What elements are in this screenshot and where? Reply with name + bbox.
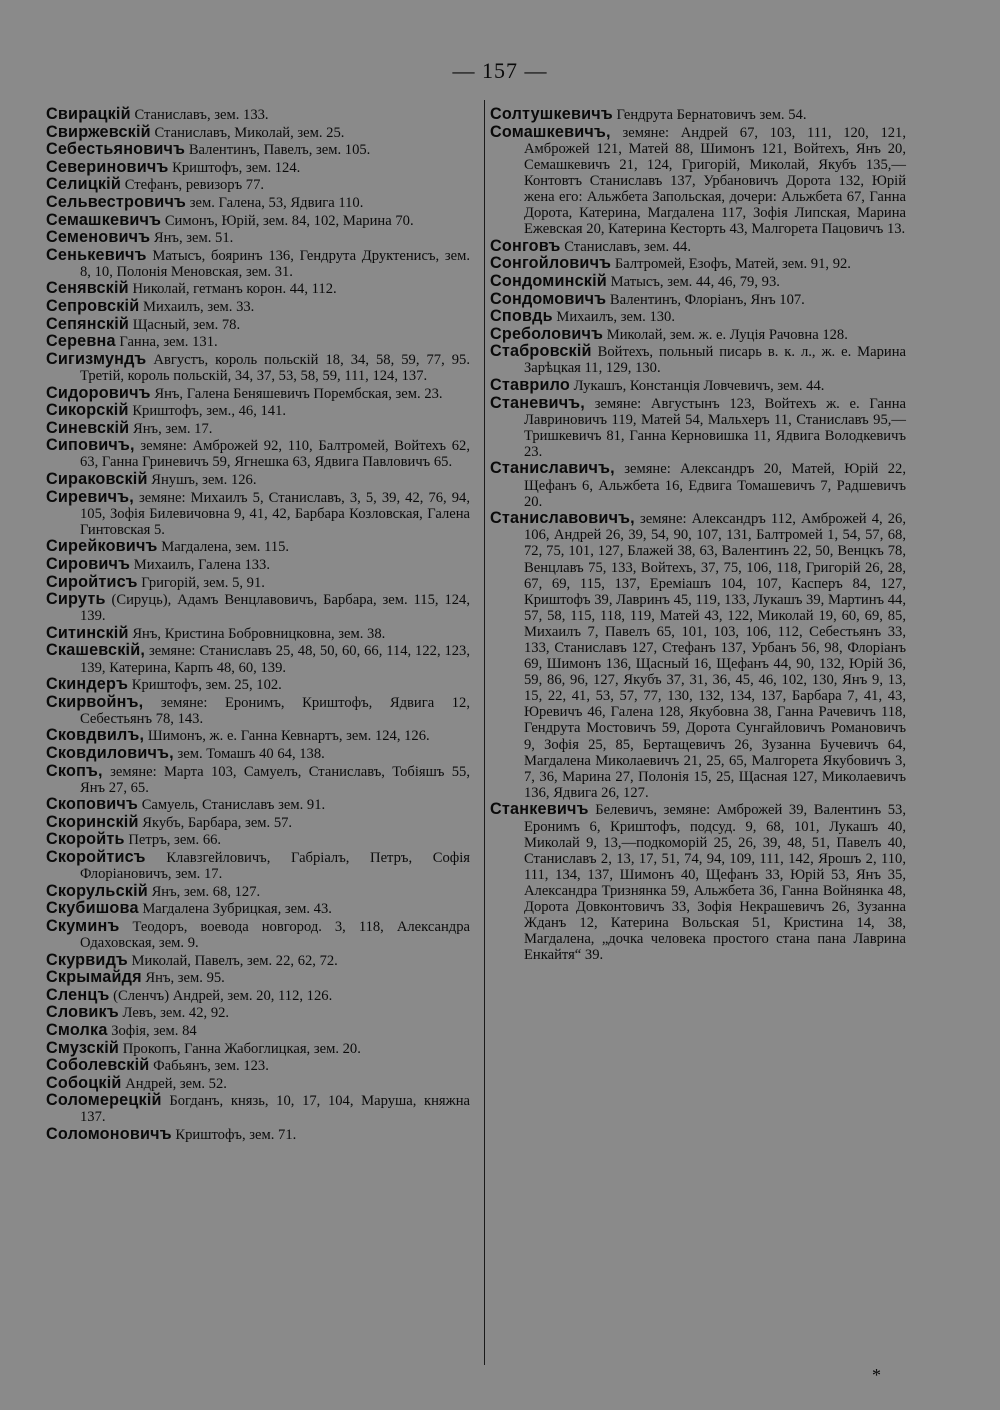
entry-headword: Серевна — [46, 332, 116, 351]
entry-headword: Сонгойловичъ — [490, 254, 612, 273]
index-entry — [46, 124, 470, 141]
entry-text: Миколай, зем. ж. е. Луція Рачовна 128. — [606, 326, 848, 343]
index-entry — [490, 395, 906, 460]
index-entry — [46, 1022, 470, 1039]
entry-text: Балтромей, Езофъ, Матей, зем. 91, 92. — [614, 256, 851, 273]
entry-headword: Соломоновичъ — [46, 1125, 172, 1144]
index-entry — [46, 1057, 470, 1074]
entry-headword: Сидоровичъ — [46, 383, 151, 402]
entry-headword: Словикъ — [46, 1003, 119, 1022]
entry-headword: Скубишова — [46, 899, 139, 918]
column-divider — [484, 100, 485, 1365]
index-entry — [46, 796, 470, 813]
entry-headword: Сираковскій — [46, 469, 148, 488]
entry-text: земяне: Амброжей 92, 110, Балтромей, Войтехъ 62, 63, Ганна Гриневичъ 59, Ягнешка 63, Ядвига Павловичъ 65. — [80, 438, 470, 471]
entry-text: Якубъ, Барбара, зем. 57. — [142, 814, 293, 831]
index-entry — [46, 625, 470, 642]
entry-headword: Сиревичъ, — [46, 487, 134, 506]
entry-text: земяне: Марта 103, Самуелъ, Станиславъ, Тобіяшъ 55, Янъ 27, 65. — [80, 763, 470, 796]
index-entry — [46, 420, 470, 437]
entry-headword: Сировичъ — [46, 554, 131, 573]
entry-headword: Скорульскій — [46, 881, 148, 900]
index-entry — [490, 106, 906, 123]
entry-headword: Сленцъ — [46, 985, 110, 1004]
index-entry — [46, 280, 470, 297]
entry-headword: Смузскій — [46, 1038, 120, 1057]
entry-headword: Сондомовичъ — [490, 289, 607, 308]
index-entry — [490, 124, 906, 238]
entry-text: Войтехъ, польный писарь в. к. л., ж. е. Марина Зарѣцкая 11, 129, 130. — [524, 344, 907, 377]
entry-text: Криштофъ, зем. 71. — [175, 1127, 297, 1144]
entry-headword: Сомашкевичъ, — [490, 122, 611, 141]
entry-text: Магдалена, зем. 115. — [161, 539, 290, 556]
entry-text: Валентинъ, Флоріанъ, Янъ 107. — [609, 291, 805, 308]
index-entry — [46, 402, 470, 419]
entry-headword: Скурвидъ — [46, 950, 128, 969]
entry-headword: Сельвестровичъ — [46, 192, 187, 211]
index-entry — [490, 510, 906, 801]
index-entry — [46, 642, 470, 675]
entry-text: Белевичъ, земяне: Амброжей 39, Валентинъ 53, Еронимъ 6, Криштофъ, подсуд. 9, 68, 101, Лукашъ 40, Миколай 9, 13,—подкоморій 25, 26, 39, 48, 51, Павелъ 40, Станиславъ 2, 13, 17, 51, 74, 94, 109, 111, 142, Ярошъ 2, 110, 111, 134, 137, Шимонъ 40, Щефанъ 33, Юрій 53, Янъ 35, Александра Тризнянка 59, Альжбета 36, Ганна Войнянка 48, Дорота Довконтовичъ 33, Зофія Некрашевичъ 26, Зузанна Жданъ 12, Катерина Вольская 51, Кристина 14, 38, Магдалена, „дочка человека простого стана пана Лаврина Енкайтя“ 39. — [524, 802, 906, 964]
index-entry — [46, 385, 470, 402]
entry-text: Ганна, зем. 131. — [119, 334, 218, 351]
entry-headword: Сиповичъ, — [46, 436, 135, 455]
entry-headword: Семашкевичъ — [46, 210, 162, 229]
entry-text: земяне: Андрей 67, 103, 111, 120, 121, Амброжей 121, Матей 88, Шимонъ 121, Войтехъ, Янъ 20, Семашкевичъ 21, 124, Григорій, Миколай, Якубъ 135,—Контовтъ Станиславъ 137, Урбановичъ Дорота 132, Юрій жена его: Альжбета Запольская, дочери: Альжбета 67, Ганна Дорота, Катерина, Магдалена 117, Зофія Липская, Марина Ежевская 20, Катерина Кесторть 43, Малгорета Пацовичъ 13. — [524, 124, 906, 238]
entry-text: Янъ, зем. 95. — [145, 970, 225, 987]
entry-headword: Свирацкій — [46, 105, 131, 123]
entry-headword: Сондоминскій — [490, 271, 607, 290]
index-entry — [490, 801, 906, 963]
right-column — [490, 106, 906, 963]
entry-headword: Сирейковичъ — [46, 537, 158, 556]
index-entry — [46, 1126, 470, 1143]
index-entry — [46, 987, 470, 1004]
index-entry — [46, 849, 470, 882]
entry-headword: Ставрило — [490, 376, 570, 394]
index-entry — [46, 298, 470, 315]
entry-text: Гендрута Бернатовичъ зем. 54. — [616, 107, 807, 123]
entry-headword: Скоринскій — [46, 812, 139, 831]
index-entry — [490, 460, 906, 509]
entry-headword: Сенявскій — [46, 279, 129, 298]
entry-text: (Сируць), Адамъ Венцлавовичъ, Барбара, зем. 115, 124, 139. — [80, 592, 470, 625]
index-entry — [46, 763, 470, 796]
entry-headword: Ситинскій — [46, 623, 129, 642]
entry-text: земяне: Александръ 112, Амброжей 4, 26, 106, Андрей 26, 39, 54, 90, 107, 131, Балтромей 1, 54, 57, 68, 72, 75, 101, 127, Блажей 38, 63, Валентинъ 22, 50, Венцкъ 78, Венцлавъ 75, 133, Войтехъ, 37, 75, 106, 118, Григорій 26, 28, 67, 69, 115, 137, Ереміашъ 104, 107, Касперъ 84, 127, Криштофъ 39, Лавринъ 45, 119, 133, Лукашъ 39, Мартинъ 44, 57, 58, 115, 118, 119, Матей 43, 122, Миколай 19, 60, 69, 85, Михаилъ 7, Павелъ 65, 101, 103, 106, 112, Себестьянъ 33, 133, Станиславъ 127, Стефанъ 137, Урбанъ 56, 98, Флоріанъ 69, Шимонъ 136, Щасный 16, Щефанъ 44, 90, 132, Юрій 36, 59, 86, 96, 127, Якубъ 37, 31, 36, 45, 46, 102, 130, Янъ 9, 13, 15, 22, 41, 53, 57, 77, 130, 132, 134, 137, Барбара 7, 41, 43, Юревичъ 46, Галена 128, Якубовна 38, Ганна Рачевичъ 118, Гендрута Мостовичъ 59, Дорота Сунгайловичъ Романовичъ 9, Зофія 25, 85, Бертащевичъ 26, Зузанна Бучевичъ 64, Магдалена Миколаевичъ 21, 25, 65, Малгорета Якубовичъ 3, 7, 36, Марина 27, Полонія 15, 25, Щасная 127, Миколаевичъ 136, Ядвига 26, 127. — [524, 511, 906, 801]
entry-text: Михаилъ, Галена 133. — [133, 556, 270, 573]
index-entry — [46, 247, 470, 280]
entry-text: Самуель, Станиславъ зем. 91. — [141, 797, 326, 814]
index-entry — [46, 141, 470, 158]
index-entry — [46, 883, 470, 900]
entry-headword: Среболовичъ — [490, 324, 604, 343]
entry-headword: Семеновичъ — [46, 228, 151, 247]
entry-headword: Скоройтисъ — [46, 848, 146, 867]
entry-headword: Сковдиловичъ, — [46, 743, 174, 762]
index-entry — [46, 831, 470, 848]
index-entry — [46, 676, 470, 693]
entry-text: Янъ, зем. 17. — [132, 420, 213, 437]
entry-text: Михаилъ, зем. 130. — [556, 309, 676, 326]
entry-text: земяне: Еронимъ, Криштофъ, Ядвига 12, Себестьянъ 78, 143. — [80, 694, 470, 727]
index-entry — [46, 1075, 470, 1092]
entry-text: Криштофъ, зем. 25, 102. — [131, 677, 282, 694]
entry-text: зем. Галена, 53, Ядвига 110. — [189, 194, 364, 211]
index-entry — [490, 255, 906, 272]
entry-text: Матысъ, бояринъ 136, Гендрута Друктенисъ, зем. 8, 10, Полонія Меновская, зем. 31. — [80, 247, 470, 280]
entry-text: Фабьянъ, зем. 123. — [153, 1058, 269, 1075]
entry-text: Станиславъ, зем. 44. — [564, 238, 692, 255]
entry-headword: Скирвойнъ, — [46, 692, 144, 711]
entry-headword: Сируть — [46, 590, 106, 609]
index-entry — [490, 238, 906, 255]
entry-headword: Сигизмундъ — [46, 349, 147, 368]
entry-headword: Скопъ, — [46, 761, 103, 780]
index-entry — [490, 326, 906, 343]
entry-text: Прокопъ, Ганна Жабоглицкая, зем. 20. — [122, 1040, 361, 1057]
entry-text: Андрей, зем. 52. — [125, 1075, 227, 1092]
entry-text: Григорій, зем. 5, 91. — [141, 574, 265, 591]
entry-text: Янъ, зем. 68, 127. — [151, 883, 261, 900]
entry-headword: Сонговъ — [490, 236, 561, 255]
entry-text: Симонъ, Юрій, зем. 84, 102, Марина 70. — [164, 212, 414, 229]
entry-headword: Свиржевскій — [46, 122, 151, 141]
index-entry — [46, 694, 470, 727]
index-entry — [46, 591, 470, 624]
index-entry — [46, 918, 470, 951]
entry-text: Щасный, зем. 78. — [132, 316, 241, 333]
entry-headword: Стабровскій — [490, 342, 592, 361]
index-entry — [46, 1092, 470, 1125]
entry-text: Янъ, Галена Беняшевичъ Порембская, зем. 23. — [154, 385, 443, 402]
entry-headword: Станиславичъ, — [490, 459, 615, 478]
index-entry — [46, 814, 470, 831]
entry-headword: Сепянскій — [46, 314, 130, 333]
entry-headword: Сикорскій — [46, 401, 129, 420]
index-entry — [46, 229, 470, 246]
page-number: — 157 — — [452, 58, 548, 83]
entry-text: Станиславъ, зем. 133. — [134, 107, 269, 123]
entry-headword: Собоцкій — [46, 1073, 122, 1092]
index-entry — [46, 437, 470, 470]
entry-headword: Селицкій — [46, 175, 122, 194]
entry-headword: Скоройть — [46, 830, 125, 849]
entry-headword: Станкевичъ — [490, 800, 589, 819]
entry-headword: Сиройтисъ — [46, 572, 138, 591]
index-entry — [46, 969, 470, 986]
entry-text: Криштофъ, зем. 124. — [172, 159, 301, 176]
entry-text: зем. Томашъ 40 64, 138. — [177, 745, 325, 762]
entry-text: земяне: Августынъ 123, Войтехъ ж. е. Ганна Лавриновичъ 119, Матей 54, Мальхеръ 11, Станиславъ 95,—Тришкевичъ 81, Ганна Керновишка 11, Ядвига Володкевичъ 23. — [524, 395, 906, 460]
entry-headword: Себестьяновичъ — [46, 140, 186, 159]
left-column — [46, 106, 470, 1143]
entry-text: (Сленчъ) Андрей, зем. 20, 112, 126. — [113, 987, 333, 1004]
index-entry — [46, 194, 470, 211]
index-entry — [490, 273, 906, 290]
entry-headword: Соломерецкій — [46, 1091, 162, 1110]
entry-headword: Скуминъ — [46, 916, 120, 935]
index-entry — [490, 377, 906, 394]
entry-text: Янушъ, зем. 126. — [151, 471, 257, 488]
entry-headword: Скиндеръ — [46, 675, 129, 694]
entry-text: земяне: Михаилъ 5, Станиславъ, 3, 5, 39, 42, 76, 94, 105, Зофія Билевичовна 9, 41, 42, Барбара Козловская, Галена Гинтовская 5. — [80, 489, 470, 538]
entry-text: Стефанъ, ревизоръ 77. — [124, 177, 265, 194]
index-entry — [46, 212, 470, 229]
index-entry — [46, 489, 470, 538]
footnote-asterisk: * — [872, 1365, 881, 1385]
entry-text: Левъ, зем. 42, 92. — [122, 1005, 230, 1022]
index-entry — [46, 727, 470, 744]
index-entry — [46, 952, 470, 969]
entry-headword: Сепровскій — [46, 297, 140, 316]
entry-headword: Сповдь — [490, 307, 553, 326]
entry-text: Миколай, Павелъ, зем. 22, 62, 72. — [131, 952, 338, 969]
index-entry — [46, 106, 470, 123]
entry-text: Валентинъ, Павелъ, зем. 105. — [188, 142, 371, 159]
entry-text: Станиславъ, Миколай, зем. 25. — [154, 124, 345, 141]
index-entry — [490, 343, 906, 376]
entry-headword: Севериновичъ — [46, 157, 169, 176]
index-entry — [46, 574, 470, 591]
entry-headword: Соболевскій — [46, 1056, 150, 1075]
entry-headword: Скашевскій, — [46, 641, 146, 660]
index-entry — [46, 745, 470, 762]
entry-text: земяне: Станиславъ 25, 48, 50, 60, 66, 114, 122, 123, 139, Катерина, Карпъ 48, 60, 139. — [80, 643, 470, 676]
entry-text: Шимонъ, ж. е. Ганна Кевнартъ, зем. 124, 126. — [147, 728, 430, 745]
index-entry — [46, 176, 470, 193]
entry-text: Теодоръ, воевода новгород. 3, 118, Александра Одаховская, зем. 9. — [80, 918, 470, 951]
entry-text: Богданъ, князь, 10, 17, 104, Маруша, княжна 137. — [80, 1093, 470, 1126]
index-entry — [46, 556, 470, 573]
entry-text: Янъ, Кристина Бобровницковна, зем. 38. — [132, 625, 386, 642]
entry-headword: Станевичъ, — [490, 393, 585, 412]
index-entry — [46, 1004, 470, 1021]
index-entry — [490, 308, 906, 325]
entry-headword: Скоповичъ — [46, 795, 139, 814]
entry-text: Николай, гетманъ корон. 44, 112. — [132, 281, 337, 298]
entry-headword: Скрымайдя — [46, 968, 142, 987]
entry-headword: Станиславовичъ, — [490, 509, 635, 528]
entry-headword: Сковдвилъ, — [46, 726, 145, 745]
index-entry — [46, 351, 470, 384]
entry-text: Петръ, зем. 66. — [128, 832, 222, 849]
entry-headword: Синевскій — [46, 418, 130, 437]
entry-headword: Солтушкевичъ — [490, 105, 613, 123]
index-entry — [46, 159, 470, 176]
entry-text: Клавзгейловичъ, Габріалъ, Петръ, Софія Флоріановичъ, зем. 17. — [80, 850, 470, 883]
index-entry — [46, 1040, 470, 1057]
index-entry — [46, 538, 470, 555]
entry-text: Матысъ, зем. 44, 46, 79, 93. — [610, 273, 780, 290]
entry-text: Янъ, зем. 51. — [153, 230, 234, 247]
entry-headword: Сенькевичъ — [46, 245, 147, 264]
index-entry — [490, 291, 906, 308]
entry-text: Августъ, король польскій 18, 34, 58, 59, 77, 95. Третій, король польскій, 34, 37, 53, 58, 59, 111, 124, 137. — [80, 351, 470, 384]
entry-text: Криштофъ, зем., 46, 141. — [132, 403, 287, 420]
index-entry — [46, 900, 470, 917]
index-entry — [46, 333, 470, 350]
entry-text: Зофія, зем. 84 — [111, 1022, 197, 1039]
entry-text: земяне: Александръ 20, Матей, Юрій 22, Щефанъ 6, Альжбета 16, Едвига Томашевичъ 7, Радшевичъ 20. — [524, 461, 906, 510]
entry-headword: Смолка — [46, 1020, 108, 1039]
entry-text: Магдалена Зубрицкая, зем. 43. — [142, 901, 332, 918]
index-entry — [46, 471, 470, 488]
index-entry — [46, 316, 470, 333]
entry-text: Михаилъ, зем. 33. — [143, 299, 255, 316]
entry-text: Лукашъ, Констанція Ловчевичъ, зем. 44. — [573, 378, 825, 394]
